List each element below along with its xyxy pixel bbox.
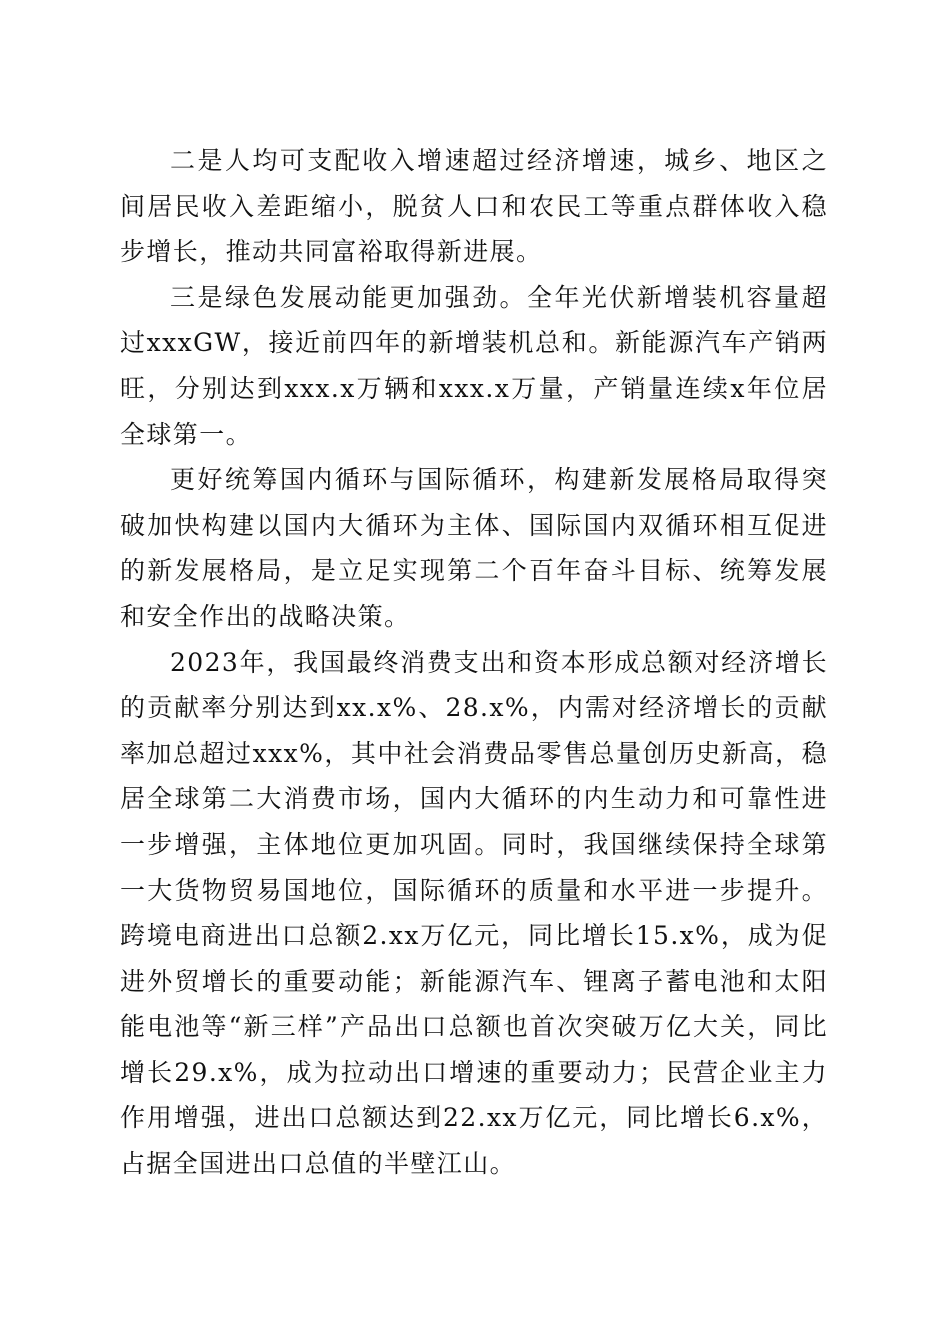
paragraph-dual-circulation: 更好统筹国内循环与国际循环，构建新发展格局取得突破加快构建以国内大循环为主体、国际国内双循环相互促进的新发展格局，是立足实现第二个百年奋斗目标、统筹发展和安全作出的战略决策。 [120,465,828,631]
paragraph-income: 二是人均可支配收入增速超过经济增速，城乡、地区之间居民收入差距缩小，脱贫人口和农民工等重点群体收入稳步增长，推动共同富裕取得新进展。 [120,146,828,267]
paragraph-green-development: 三是绿色发展动能更加强劲。全年光伏新增装机容量超过xxxGW，接近前四年的新增装机总和。新能源汽车产销两旺，分别达到xxx.x万辆和xxx.x万量，产销量连续x年位居全球第一。 [120,282,828,449]
document-body [120,138,828,1187]
paragraph-2023-statistics: 2023年，我国最终消费支出和资本形成总额对经济增长的贡献率分别达到xx.x%、28.x%，内需对经济增长的贡献率加总超过xxx%，其中社会消费品零售总量创历史新高，稳居全球第二大消费市场，国内大循环的内生动力和可靠性进一步增强，主体地位更加巩固。同时，我国继续保持全球第一大货物贸易国地位，国际循环的质量和水平进一步提升。跨境电商进出口总额2.xx万亿元，同比增长15.x%，成为促进外贸增长的重要动能；新能源汽车、锂离子蓄电池和太阳能电池等“新三样”产品出口总额也首次突破万亿大关，同比增长29.x%，成为拉动出口增速的重要动力；民营企业主力作用增强，进出口总额达到22.xx万亿元，同比增长6.x%，占据全国进出口总值的半壁江山。 [120,647,828,1179]
